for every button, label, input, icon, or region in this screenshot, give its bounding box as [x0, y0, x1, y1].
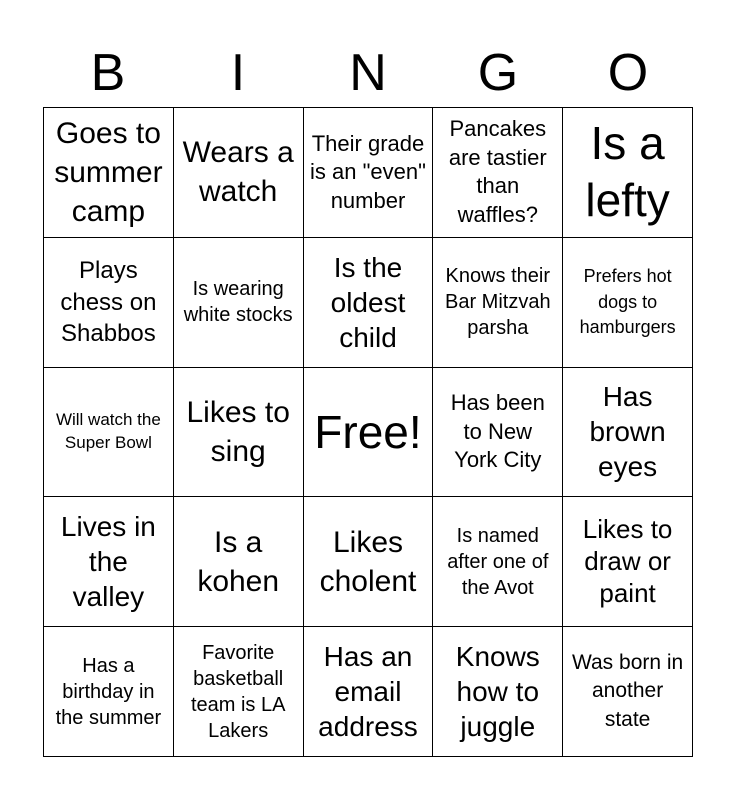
- cell-text: Has a birthday in the summer: [55, 654, 162, 729]
- header-letter-i: I: [230, 44, 246, 102]
- cell-text: Their grade is an "even" number: [310, 130, 426, 213]
- bingo-cell[interactable]: [304, 238, 434, 368]
- bingo-cell[interactable]: [174, 238, 304, 368]
- cell-text: Goes to summer camp: [54, 116, 163, 228]
- bingo-cell[interactable]: [433, 238, 563, 368]
- cell-text: Has brown eyes: [589, 381, 666, 483]
- header-letter-b: B: [90, 44, 126, 102]
- bingo-cell[interactable]: [174, 108, 304, 238]
- cell-text: Is wearing white stocks: [183, 278, 293, 327]
- bingo-cell[interactable]: [433, 497, 563, 627]
- cell-text: Is a lefty: [585, 116, 670, 227]
- bingo-cell[interactable]: [44, 627, 174, 757]
- bingo-cell[interactable]: [44, 368, 174, 498]
- bingo-header: [43, 40, 693, 106]
- cell-text: Is a kohen: [197, 525, 280, 598]
- bingo-cell[interactable]: [433, 627, 563, 757]
- bingo-cell[interactable]: [433, 108, 563, 238]
- bingo-cell[interactable]: [563, 238, 693, 368]
- bingo-cell[interactable]: [563, 368, 693, 498]
- bingo-cell[interactable]: [563, 108, 693, 238]
- cell-text: Will watch the Super Bowl: [55, 410, 161, 452]
- cell-text: Is the oldest child: [330, 251, 406, 353]
- bingo-cell[interactable]: [304, 627, 434, 757]
- cell-text: Prefers hot dogs to hamburgers: [579, 266, 676, 337]
- cell-text: Likes cholent: [319, 525, 417, 598]
- bingo-cell[interactable]: [563, 497, 693, 627]
- header-letter-n: N: [349, 44, 387, 102]
- header-letter-g: G: [477, 44, 519, 102]
- bingo-cell[interactable]: [563, 627, 693, 757]
- cell-text: Was born in another state: [571, 651, 684, 731]
- cell-text: Lives in the valley: [60, 511, 156, 613]
- cell-text: Plays chess on Shabbos: [60, 257, 157, 347]
- bingo-cell[interactable]: [44, 238, 174, 368]
- cell-text: Knows how to juggle: [455, 641, 540, 743]
- cell-text: Is named after one of the Avot: [447, 524, 549, 599]
- bingo-cell[interactable]: [174, 497, 304, 627]
- cell-text: Has an email address: [318, 641, 418, 743]
- header-letter-o: O: [607, 44, 649, 102]
- bingo-cell[interactable]: [174, 368, 304, 498]
- cell-text: Favorite basketball team is LA Lakers: [190, 641, 286, 742]
- cell-text: Wears a watch: [182, 136, 294, 209]
- bingo-cell[interactable]: [44, 497, 174, 627]
- cell-text: Has been to New York City: [450, 390, 545, 473]
- cell-text: Likes to draw or paint: [582, 514, 673, 608]
- bingo-cell[interactable]: [433, 368, 563, 498]
- bingo-cell[interactable]: [174, 627, 304, 757]
- cell-text: Likes to sing: [186, 395, 290, 468]
- bingo-cell[interactable]: [304, 497, 434, 627]
- cell-text: Pancakes are tastier than waffles?: [448, 116, 547, 227]
- bingo-board: [43, 107, 693, 757]
- free-space-cell[interactable]: [304, 368, 434, 498]
- free-space-text: Free!: [314, 405, 422, 458]
- cell-text: Knows their Bar Mitzvah parsha: [444, 265, 551, 340]
- bingo-cell[interactable]: [44, 108, 174, 238]
- bingo-cell[interactable]: [304, 108, 434, 238]
